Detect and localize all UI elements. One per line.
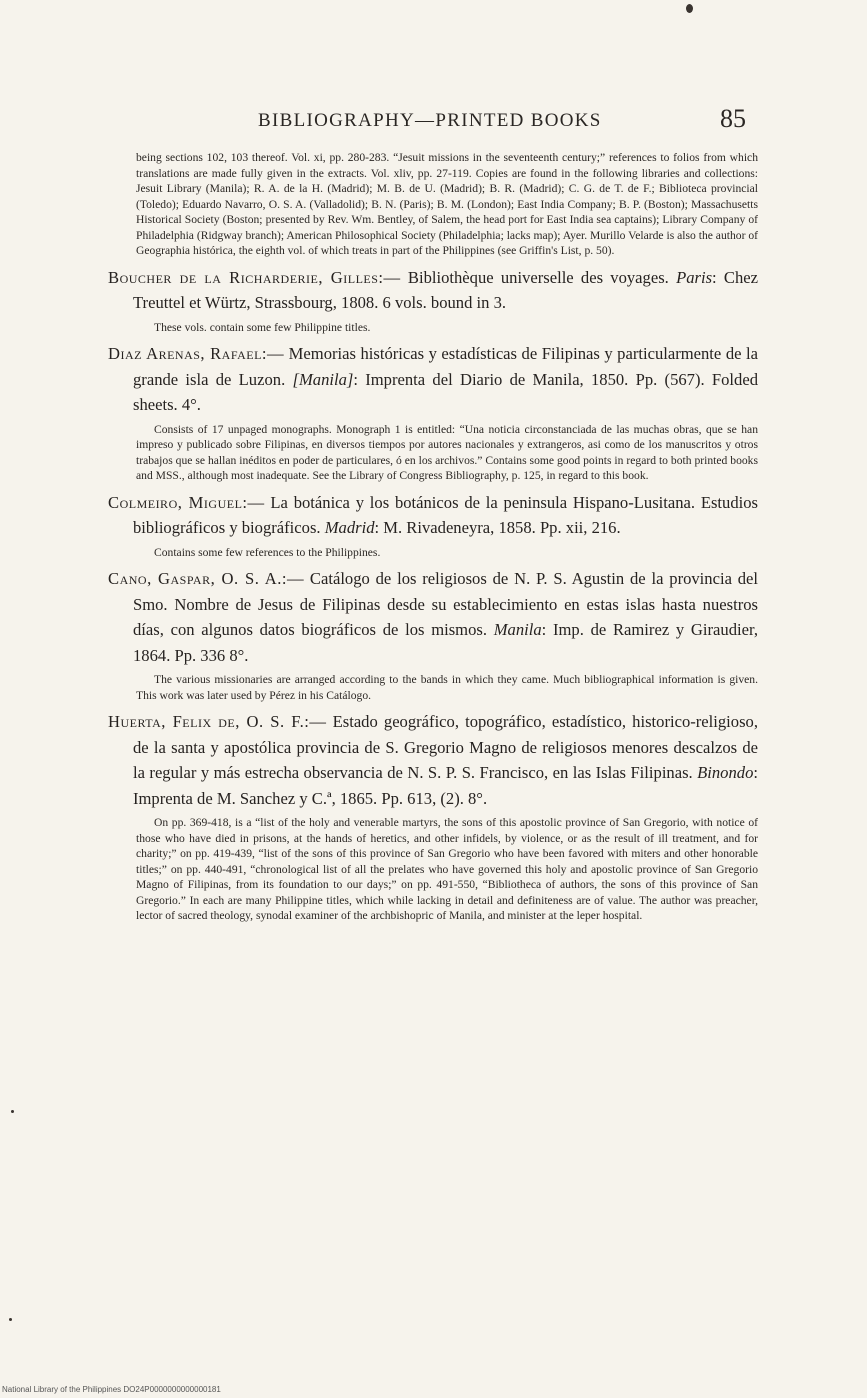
entry-imprint: : Chez Treuttel et Würtz, Strassbourg, 1808. 6 vols. bound in 3. (133, 267, 759, 312)
bibliography-entry (108, 341, 758, 418)
entry-title: La botánica y los botánicos de la peninsula Hispano-Lusitana. Estudios bibliográficos y biográficos. (133, 492, 758, 537)
entry-place: [Manila] (292, 369, 354, 389)
entry-place: Binondo (697, 763, 754, 782)
entry-imprint: : M. Rivadeneyra, 1858. Pp. xii, 216. (374, 518, 621, 537)
margin-mark (9, 1318, 12, 1321)
bibliography-entry (108, 709, 758, 811)
margin-mark (11, 1110, 14, 1113)
entry-title: Estado geográfico, topográfico, estadístico, historico-religioso, de la santa y apostólica provincia de S. Gregorio Magno de religiosos menores descalzos de la regular y más estrecha observancia de N. S. P. S. Francisco, en las Islas Filipinas. (133, 712, 758, 782)
entry-imprint: : Imprenta de M. Sanchez y C.ª, 1865. Pp. 613, (2). 8°. (133, 763, 758, 808)
entry-title: Catálogo de los religiosos de N. P. S. Agustin de la provincia del Smo. Nombre de Jesus de Filipinas desde su establecimiento en estas islas hasta nuestros días, con algunos datos biográficos de los mismos. (133, 569, 759, 639)
continuation-note: being sections 102, 103 thereof. Vol. xi, pp. 280-283. “Jesuit missions in the seventeenth century;” references to folios from which translations are made fully given in the extracts. Vol. xliv, pp. 27-119. Copies are found in the following libraries and collections: Jesuit Library (Manila); R. A. de la H. (Madrid); M. B. de U. (Madrid); B. R. (Madrid); C. G. de T. de F.; Biblioteca provincial (Toledo); Eduardo Navarro, O. S. A. (Valladolid); B. N. (Paris); B. M. (London); East India Company; B. P. (Boston); Massachusetts Historical Society (Boston; presented by Rev. Wm. Bentley, of Salem, the head port for East India sea captains); Library Company of Philadelphia (Ridgway branch); American Philosophical Society (Philadelphia; lacks map); Ayer. Murillo Velarde is also the author of Geographia histórica, the eighth vol. of which treats in part of the Philippines (see Griffin's List, p. 50). (136, 151, 758, 257)
bibliography-entry (108, 490, 758, 541)
entry-imprint: : Imprenta del Diario de Manila, 1850. Pp. (567). Folded sheets. 4°. (133, 369, 758, 414)
entry-place: Paris (676, 267, 713, 287)
entry-place: Madrid (324, 518, 375, 537)
entry-note: Consists of 17 unpaged monographs. Monograph 1 is entitled: “Una noticia circonstanciada de las muchas obras, que se han impreso y publicado sobre Filipinas, en diversos tiempos por autores nacionales y extrangeros, asi como de los manuscritos y otros trabajos que se hallan inéditos en poder de particulares, ó en los archivos.” Contains some good points in regard to both printed books and MSS., although most inadequate. See the Library of Congress Bibliography, p. 125, in regard to this book. (136, 422, 758, 482)
page-header (0, 104, 867, 144)
entry-note: The various missionaries are arranged according to the bands in which they came. Much bibliographical information is given. This work was later used by Pérez in his Catálogo. (136, 673, 758, 702)
entry-imprint: : Imp. de Ramirez y Giraudier, 1864. Pp. 336 8°. (133, 620, 758, 665)
entry-author: Colmeiro, Miguel:— (108, 492, 265, 512)
bibliography-body (108, 150, 758, 924)
entry-title: Bibliothèque universelle des voyages. (400, 267, 677, 287)
entry-note: Contains some few references to the Philippines. (154, 545, 381, 559)
running-title: BIBLIOGRAPHY—PRINTED BOOKS (258, 110, 602, 131)
page-number: 85 (720, 104, 746, 133)
entry-note: These vols. contain some few Philippine titles. (154, 320, 371, 334)
entry-place: Manila (493, 620, 542, 639)
entry-note: On pp. 369-418, is a “list of the holy and venerable martyrs, the sons of this apostolic province of San Gregorio, with notice of those who have died in prisons, at the hands of heretics, and other infidels, by violence, or as the result of ill treatment, and for charity;” on pp. 419-439, “list of the sons of this province of San Gregorio who have been favored with miters and other honorable titles;” on pp. 440-491, “chronological list of all the prelates who have governed this holy and apostolic province of San Gregorio Magno of Filipinas, from its foundation to our days;” on pp. 491-550, “Bibliotheca of authors, the sons of this province of San Gregorio.” In each are many Philippine titles, which while lacking in detail and definiteness are of value. The author was preacher, lector of sacred theology, synodal examiner of the archbishopric of Manila, and minister at the leper hospital. (136, 816, 758, 922)
entry-author: Boucher de la Richarderie, Gilles:— (108, 267, 401, 287)
scan-identifier: National Library of the Philippines DO24P0000000000000181 (2, 1385, 221, 1394)
entry-author: Huerta, Felix de, O. S. F.:— (108, 712, 327, 731)
entry-title: Memorias históricas y estadísticas de Filipinas y particularmente de la grande isla de Luzon. (133, 344, 758, 389)
bibliography-entry (108, 265, 758, 316)
entry-author: Diaz Arenas, Rafael:— (108, 344, 285, 363)
ink-spot (686, 4, 693, 13)
bibliography-entry (108, 566, 758, 668)
entry-author: Cano, Gaspar, O. S. A.:— (108, 569, 305, 588)
